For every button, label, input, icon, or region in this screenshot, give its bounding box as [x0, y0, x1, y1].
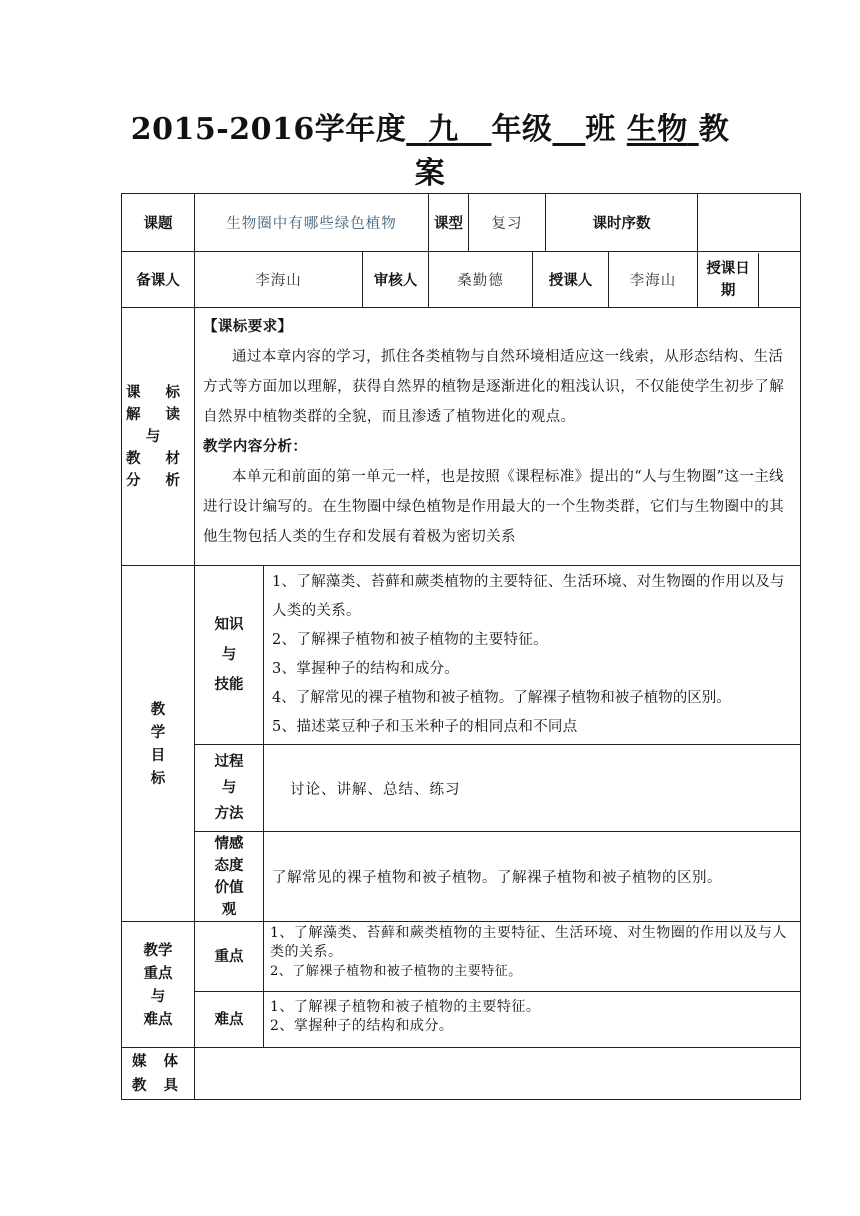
- difficult-label: 难点: [195, 992, 264, 1048]
- title-grade-blank: [406, 112, 491, 147]
- focus-label-line-1: 教学: [143, 941, 173, 959]
- topic-label: 课题: [122, 194, 195, 252]
- process-label-line-2: 与: [221, 779, 237, 796]
- table-row-goal-process: [122, 745, 801, 832]
- knowledge-content: [264, 566, 801, 745]
- topic-value: 生物圈中有哪些绿色植物: [195, 194, 429, 252]
- goals-label-line-3: 目: [150, 746, 166, 764]
- type-value: 复习: [469, 194, 546, 252]
- knowledge-item: 4、了解常见的裸子植物和被子植物。了解裸子植物和被子植物的区别。: [272, 690, 731, 706]
- goals-label-line-4: 标: [150, 769, 166, 787]
- title-grade-label: 年级: [491, 112, 553, 147]
- date-cell: [698, 252, 801, 308]
- lesson-plan-table: [121, 193, 801, 1100]
- difficult-content: [264, 992, 801, 1048]
- preparer-value: 李海山: [195, 252, 363, 308]
- title-year-suffix: 学年度: [314, 112, 407, 147]
- emotion-label-line-4: 观: [221, 900, 237, 918]
- reviewer-label: 审核人: [363, 252, 429, 308]
- title-year: 2015-2016: [130, 112, 315, 147]
- process-content: [264, 745, 801, 832]
- title-grade: 九: [428, 112, 459, 147]
- page-title: [120, 108, 740, 196]
- emotion-label-line-1: 情感: [214, 834, 244, 852]
- table-row-analysis: [122, 308, 801, 566]
- analysis-label-line-4: 教 材: [125, 449, 191, 467]
- title-class-blank: [552, 112, 585, 147]
- table-row-difficult-point: [122, 992, 801, 1048]
- period-value: [698, 194, 801, 252]
- analysis-content: [195, 308, 801, 566]
- focus-label: [122, 922, 195, 1048]
- table-row-staff: [122, 252, 801, 308]
- emotion-label-line-3: 价值: [214, 878, 244, 896]
- type-label: 课型: [429, 194, 469, 252]
- emotion-content: [264, 832, 801, 922]
- goals-label: [122, 566, 195, 922]
- content-heading: 教学内容分析：: [203, 438, 308, 455]
- table-row-goal-knowledge: [122, 566, 801, 745]
- emotion-text: 了解常见的裸子植物和被子植物。了解裸子植物和被子植物的区别。: [272, 870, 722, 886]
- knowledge-item: 2、了解裸子植物和被子植物的主要特征。: [272, 632, 548, 648]
- title-doc-type: 教案: [414, 112, 730, 191]
- process-label-line-1: 过程: [214, 753, 244, 770]
- key-label: 重点: [195, 922, 264, 992]
- knowledge-label: [195, 566, 264, 745]
- key-content: [264, 922, 801, 992]
- knowledge-label-line-1: 知识: [214, 616, 244, 633]
- analysis-label-line-2: 解 读: [125, 405, 191, 423]
- media-value: [195, 1048, 801, 1100]
- preparer-label: 备课人: [122, 252, 195, 308]
- analysis-label-line-1: 课 标: [125, 383, 191, 401]
- content-text: 本单元和前面的第一单元一样，也是按照《课程标准》提出的“人与生物圈”这一主线进行设计编写的。在生物圈中绿色植物是作用最大的一个生物类群，它们与生物圈中的其他生物包括人类的生存和发展有着极为密切关系: [203, 469, 785, 545]
- knowledge-item: 5、描述菜豆种子和玉米种子的相同点和不同点: [272, 719, 578, 735]
- table-row-media: [122, 1048, 801, 1100]
- media-label-line-1: 媒 体: [131, 1052, 185, 1070]
- difficult-item: 1、了解裸子植物和被子植物的主要特征。: [270, 999, 541, 1015]
- teacher-value: 李海山: [609, 252, 698, 308]
- date-value: [759, 253, 800, 307]
- emotion-label: [195, 832, 264, 922]
- analysis-label-line-3: 与: [145, 427, 171, 445]
- focus-label-line-3: 与: [150, 987, 166, 1005]
- key-item: 2、了解裸子植物和被子植物的主要特征。: [270, 964, 522, 979]
- focus-label-line-4: 难点: [143, 1010, 173, 1028]
- standard-heading: 【课标要求】: [203, 318, 293, 335]
- standard-text: 通过本章内容的学习，抓住各类植物与自然环境相适应这一线索，从形态结构、生活方式等方面加以理解，获得自然界的植物是逐渐进化的粗浅认识，不仅能使学生初步了解自然界中植物类群的全貌，而且渗透了植物进化的观点。: [203, 349, 785, 425]
- date-label: 授课日期: [698, 253, 759, 307]
- process-label: [195, 745, 264, 832]
- emotion-label-line-2: 态度: [214, 856, 244, 874]
- process-text: 讨论、讲解、总结、练习: [290, 781, 461, 798]
- focus-label-line-2: 重点: [143, 964, 173, 982]
- title-subject: 生物: [626, 112, 688, 147]
- reviewer-value: 桑勤德: [429, 252, 533, 308]
- analysis-label: [122, 308, 195, 566]
- knowledge-item: 3、掌握种子的结构和成分。: [272, 661, 460, 677]
- knowledge-item: 1、了解藻类、苔藓和蕨类植物的主要特征、生活环境、对生物圈的作用以及与人类的关系。: [272, 574, 785, 619]
- title-class-label: 班: [585, 112, 616, 147]
- teacher-label: 授课人: [533, 252, 609, 308]
- table-row-topic: [122, 194, 801, 252]
- analysis-label-line-5: 分 析: [125, 471, 191, 489]
- table-row-goal-emotion: [122, 832, 801, 922]
- period-label: 课时序数: [546, 194, 698, 252]
- media-label-line-2: 教 具: [131, 1076, 185, 1094]
- knowledge-label-line-2: 与: [221, 646, 237, 663]
- key-item: 1、了解藻类、苔藓和蕨类植物的主要特征、生活环境、对生物圈的作用以及与人类的关系。: [270, 925, 787, 960]
- difficult-item: 2、掌握种子的结构和成分。: [270, 1018, 454, 1034]
- process-label-line-3: 方法: [214, 805, 244, 822]
- knowledge-label-line-3: 技能: [214, 676, 244, 693]
- table-row-key-point: [122, 922, 801, 992]
- media-label: [122, 1048, 195, 1100]
- goals-label-line-1: 教: [150, 700, 166, 718]
- goals-label-line-2: 学: [150, 723, 166, 741]
